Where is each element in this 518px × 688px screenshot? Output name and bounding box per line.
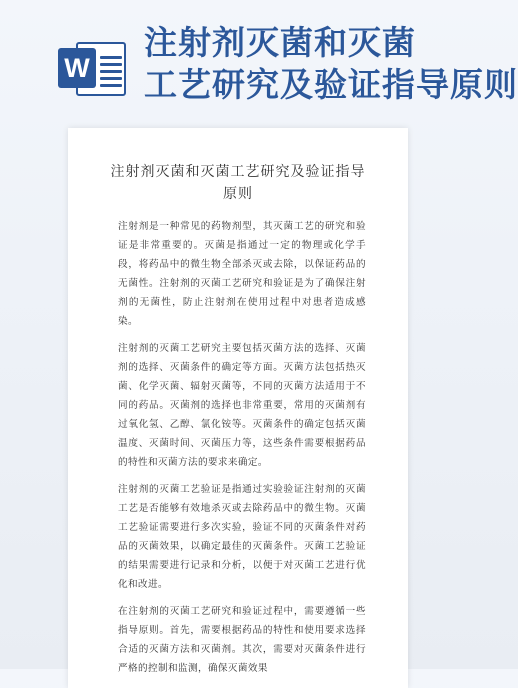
paragraph-4: 在注射剂的灭菌工艺研究和验证过程中，需要遵循一些指导原则。首先，需要根据药品的特性和使用要求选择合适的灭菌方法和灭菌剂。其次，需要对灭菌条件进行严格的控制和监测，确保灭菌效果 (118, 606, 366, 674)
paragraph-break (118, 594, 408, 602)
banner-title-line-1: 注射剂灭菌和灭菌 (144, 23, 416, 62)
banner (0, 0, 518, 130)
paragraph-break (118, 331, 408, 339)
document-page (68, 128, 408, 688)
word-logo-letter: W (58, 48, 96, 88)
banner-title-line-2: 工艺研究及验证指导原则 (144, 65, 518, 104)
document-title: 注射剂灭菌和灭菌工艺研究及验证指导原则 (110, 164, 366, 202)
paragraph-break (118, 472, 408, 480)
paragraph-2: 注射剂的灭菌工艺研究主要包括灭菌方法的选择、灭菌剂的选择、灭菌条件的确定等方面。灭菌方法包括热灭菌、化学灭菌、辐射灭菌等，不同的灭菌方法适用于不同的药品。灭菌剂的选择也非常重要，常用的灭菌剂有过氧化氢、乙醇、氯化铵等。灭菌条件的确定包括灭菌温度、灭菌时间、灭菌压力等，这些条件需要根据药品的特性和灭菌方法的要求来确定。 (118, 343, 366, 468)
paragraph-1: 注射剂是一种常见的药物剂型，其灭菌工艺的研究和验证是非常重要的。灭菌是指通过一定的物理或化学手段，将药品中的微生物全部杀灭或去除，以保证药品的无菌性。注射剂的灭菌工艺研究和验证是为了确保注射剂的无菌性，防止注射剂在使用过程中对患者造成感染。 (118, 221, 366, 327)
paragraph-3: 注射剂的灭菌工艺验证是指通过实验验证注射剂的灭菌工艺是否能够有效地杀灭或去除药品中的微生物。灭菌工艺验证需要进行多次实验，验证不同的灭菌条件对药品的灭菌效果，以确定最佳的灭菌条件。灭菌工艺验证的结果需要进行记录和分析，以便于对灭菌工艺进行优化和改进。 (118, 484, 366, 590)
word-document-icon (58, 38, 128, 100)
banner-title (144, 22, 518, 106)
